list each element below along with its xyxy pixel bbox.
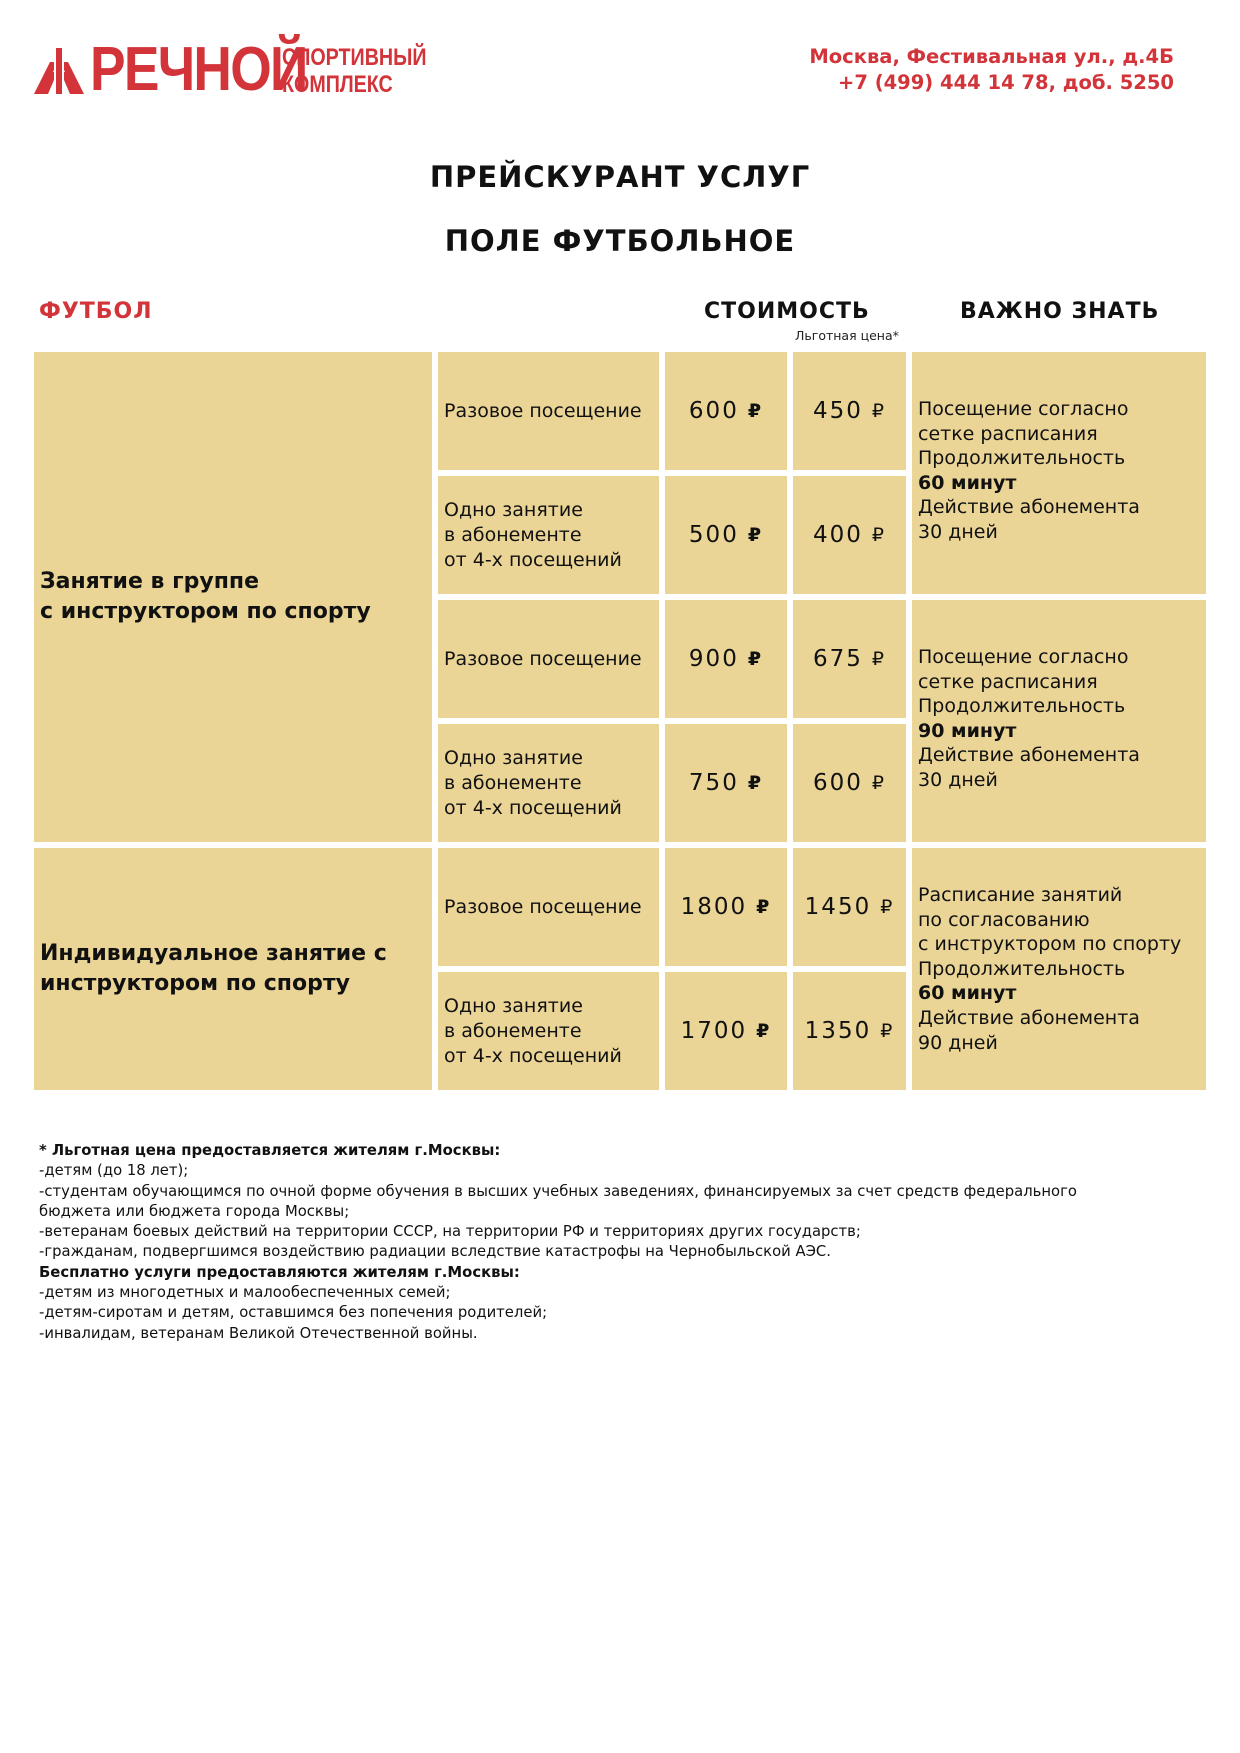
service-label: Разовое посещение [444,895,642,918]
validity-value: 90 дней [918,1031,998,1054]
service-cell [438,600,659,718]
discount-price-value: 600 [813,770,863,796]
discount-price-value: 450 [813,398,863,424]
category-individual-class [34,848,432,1090]
price-value: 600 [688,398,739,424]
ruble-icon: ₽ [756,896,772,918]
ruble-icon: ₽ [871,400,886,422]
footnote-item: -детям из многодетных и малообеспеченных семей; [39,1284,451,1302]
footnote-item: -детям (до 18 лет); [39,1162,189,1180]
address: Москва, Фестивальная ул., д.4Б [809,45,1174,68]
page-title: ПРЕЙСКУРАНТ УСЛУГ [429,160,811,194]
discount-price-cell [793,724,906,842]
category-label: с инструктором по спорту [40,599,371,624]
category-label: инструктором по спорту [40,971,350,996]
footnote-item: -инвалидам, ветеранам Великой Отечественной войны. [39,1324,478,1342]
validity-value: 30 дней [918,768,998,791]
info-cell: Посещение согласно сетке расписания Продолжительность 90 минут Действие абонемента 30 дней [912,600,1206,842]
column-header-cost: СТОИМОСТЬ [704,299,870,324]
price-value: 900 [688,646,739,672]
price-value: 500 [688,522,739,548]
price-value: 1700 [680,1018,748,1044]
discount-price-cell [793,476,906,594]
ruble-icon: ₽ [880,1020,895,1042]
discount-price-note: Льготная цена* [795,328,899,343]
discount-price-value: 1350 [804,1018,872,1044]
ruble-icon: ₽ [871,524,886,546]
ruble-icon: ₽ [747,772,764,794]
category-group-class [34,352,432,842]
discount-price-cell [793,352,906,470]
service-cell [438,724,659,842]
price-value: 1800 [680,894,748,920]
duration-value: 60 минут [918,982,1017,1005]
discount-price-cell [793,972,906,1090]
price-cell [665,972,787,1090]
contact-info [809,44,1174,96]
service-cell [438,476,659,594]
phone: +7 (499) 444 14 78, доб. 5250 [838,71,1174,94]
price-cell [665,724,787,842]
discount-price-value: 400 [813,522,863,548]
footnote-item: -гражданам, подвергшимся воздействию радиации вследствие катастрофы на Чернобыльской АЭС. [39,1243,831,1261]
footnote-heading: Бесплатно услуги предоставляются жителям г.Москвы: [39,1263,520,1281]
column-header-info: ВАЖНО ЗНАТЬ [960,299,1160,324]
discount-price-cell [793,848,906,966]
validity-value: 30 дней [918,520,998,543]
ruble-icon: ₽ [747,648,764,670]
duration-value: 60 минут [918,471,1017,494]
footnote-item: -ветеранам боевых действий на территории СССР, на территории РФ и территориях других государств; [39,1223,861,1241]
sport-label: ФУТБОЛ [39,299,153,324]
logo-mark-icon [34,48,84,94]
discount-price-cell [793,600,906,718]
ruble-icon: ₽ [756,1020,772,1042]
ruble-icon: ₽ [747,524,764,546]
footnote-item: бюджета или бюджета города Москвы; [39,1202,350,1220]
page-subtitle: ПОЛЕ ФУТБОЛЬНОЕ [444,224,796,258]
logo [34,35,427,104]
footnote [39,1141,1209,1344]
ruble-icon: ₽ [880,896,895,918]
service-label: Одно занятие в абонементе от 4-х посещений [444,498,622,571]
price-value: 750 [688,770,739,796]
category-label: Занятие в группе [40,569,260,594]
price-cell [665,476,787,594]
footnote-heading: * Льготная цена предоставляется жителям г.Москвы: [39,1142,501,1159]
service-label: Разовое посещение [444,647,642,670]
category-label: Индивидуальное занятие с [40,941,387,966]
ruble-icon: ₽ [871,648,886,670]
info-cell: Расписание занятий по согласованию с инструктором по спорту Продолжительность 60 минут Действие абонемента 90 дней [912,848,1206,1090]
service-label: Одно занятие в абонементе от 4-х посещений [444,994,622,1067]
ruble-icon: ₽ [747,400,764,422]
duration-value: 90 минут [918,719,1017,742]
discount-price-value: 675 [813,646,863,672]
footnote-item: -студентам обучающимся по очной форме обучения в высших учебных заведениях, финансируемых за счет средств федерального [39,1182,1077,1200]
price-cell [665,352,787,470]
service-label: Одно занятие в абонементе от 4-х посещений [444,746,622,819]
ruble-icon: ₽ [871,772,886,794]
service-label: Разовое посещение [444,400,642,422]
price-cell [665,848,787,966]
service-cell [438,972,659,1090]
service-cell [438,352,659,470]
price-cell [665,600,787,718]
logo-word: РЕЧНОЙ [90,35,307,104]
footnote-item: -детям-сиротам и детям, оставшимся без попечения родителей; [39,1304,548,1322]
service-cell [438,848,659,966]
discount-price-value: 1450 [804,894,872,920]
info-cell: Посещение согласно сетке расписания Продолжительность 60 минут Действие абонемента 30 дней [912,352,1206,594]
logo-subtitle: СПОРТИВНЫЙ КОМПЛЕКС [282,44,427,98]
